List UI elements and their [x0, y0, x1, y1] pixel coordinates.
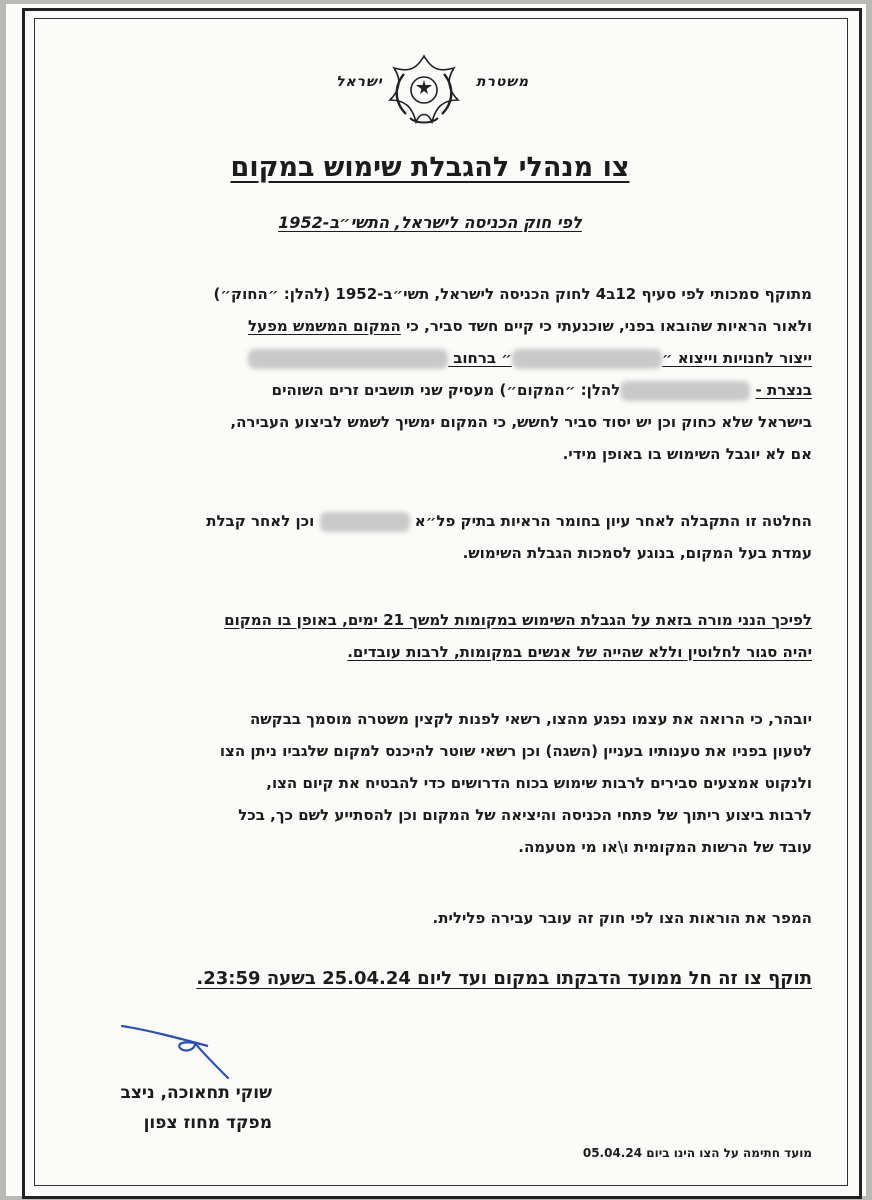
paragraph-clarification: [92, 703, 812, 863]
signer-block: [120, 1078, 272, 1138]
redacted-business-name: [512, 349, 662, 369]
underlined-text: בנצרת -: [755, 381, 812, 399]
signer-name: שוקי תחאוכה, ניצב: [120, 1083, 272, 1103]
paragraph-line: [92, 310, 812, 342]
paragraph-authority: [92, 278, 812, 470]
paragraph-line: [92, 342, 812, 374]
text-fragment: החלטה זו התקבלה לאחר עיון בחומר הראיות בתיק פל״א: [414, 512, 812, 530]
text-fragment: ייצור לחנויות וייצוא ״: [661, 349, 812, 367]
page-title: צו מנהלי להגבלת שימוש במקום: [230, 152, 630, 183]
document-inner-border: [34, 18, 848, 1186]
paragraph-line: עמדת בעל המקום, בנוגע לסמכות הגבלת השימוש.: [462, 544, 812, 562]
org-name: משטרת: [476, 74, 530, 90]
redacted-address: [620, 381, 750, 401]
paragraph-order: [92, 604, 812, 668]
paragraph-decision: [92, 505, 812, 569]
country-name: ישראל: [336, 74, 383, 90]
text-fragment: וכן לאחר קבלת: [206, 512, 315, 530]
page-subtitle: לפי חוק הכניסה לישראל, התשי״ב-1952: [278, 213, 582, 232]
paragraph-line: המפר את הוראות הצו לפי חוק זה עובר עבירה פלילית.: [432, 909, 812, 927]
text-fragment: ולאור הראיות שהובאו בפני, שוכנעתי כי קיים חשד סביר, כי: [400, 317, 812, 335]
paragraph-line: לפיכך הנני מורה בזאת על הגבלת השימוש במקומות למשך 21 ימים, באופן בו המקום: [224, 611, 812, 629]
paragraph-line: לרבות ביצוע ריתוך של פתחי הכניסה והיציאה של המקום וכן להסתייע לשם כך, בכל: [238, 806, 812, 824]
text-fragment: להלן: ״המקום״) מעסיק שני תושבים זרים השוהים: [271, 381, 621, 399]
paragraph-line: אם לא יוגבל השימוש בו באופן מידי.: [562, 445, 812, 463]
paragraph-line: עובד של הרשות המקומית ו\או מי מטעמה.: [518, 838, 812, 856]
israel-police-emblem-icon: [384, 52, 464, 128]
letterhead: [0, 52, 860, 128]
paragraph-line: יובהר, כי הרואה את עצמו נפגע מהצו, רשאי לפנות לקצין משטרה מוסמך בבקשה: [250, 710, 812, 728]
paragraph-line: [92, 374, 812, 406]
redacted-case-number: [320, 512, 410, 532]
paragraph-line: בישראל שלא כחוק וכן יש יסוד סביר לחשש, כי המקום ימשיך לשמש לביצוע העבירה,: [230, 413, 812, 431]
paragraph-line: יהיה סגור לחלוטין וללא שהייה של אנשים במקומות, לרבות עובדים.: [347, 643, 812, 661]
validity-statement: תוקף צו זה חל ממועד הדבקתו במקום ועד ליום 25.04.24 בשעה 23:59.: [196, 968, 812, 989]
paragraph-line: מתוקף סמכותי לפי סעיף 12ב4 לחוק הכניסה לישראל, תשי״ב-1952 (להלן: ״החוק״): [213, 285, 812, 303]
paragraph-line: [92, 505, 812, 537]
paragraph-line: לטעון בפניו את טענותיו בעניין (השגה) וכן רשאי שוטר להיכנס למקום שלגביו ניתן הצו: [219, 742, 812, 760]
redacted-street: [248, 349, 448, 369]
underlined-text: המקום המשמש מפעל: [248, 317, 401, 335]
text-fragment: ״ ברחוב: [453, 349, 512, 367]
signing-date: מועד חתימה על הצו הינו ביום 05.04.24: [582, 1146, 812, 1160]
paragraph-violation: [92, 902, 812, 934]
paragraph-line: ולנקוט אמצעים סבירים לרבות שימוש בכוח הדרושים כדי להבטיח את קיום הצו,: [266, 774, 812, 792]
signer-role: מפקד מחוז צפון: [143, 1113, 272, 1133]
